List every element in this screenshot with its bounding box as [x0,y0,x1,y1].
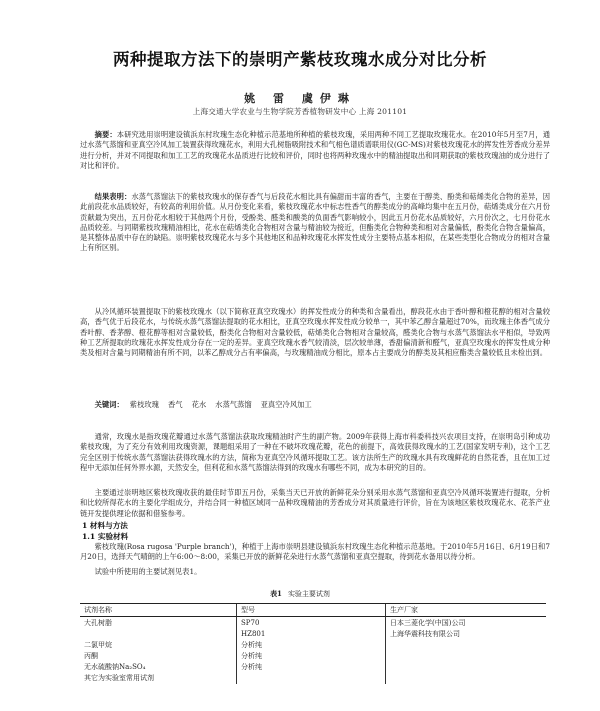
table-header-cell: 生产厂家 [386,604,547,617]
keywords [80,400,550,410]
intro-paragraph-2: 主要通过崇明地区紫枝玫瑰收获的最佳时节即五月份，采集当天已开放的新鲜花朵分别采用水蒸气蒸馏和亚真空冷风循环装置进行提取，分析和比较所得花水的主要化学组成分，并结合同一种植区域同一品种玫瑰精油的芳香成分对其质量进行评价，旨在为该地区紫枝玫瑰花水、花茶产业链开发提供理论依据和借鉴参考。 [80,488,550,518]
reagent-intro: 试验中所使用的主要试剂见表1。 [94,567,202,576]
table-cell: 分析纯 [237,639,386,650]
table-cell [386,672,547,684]
reagents-table [80,603,546,684]
table-cell: 日本三菱化学(中国)公司 [386,617,547,629]
keyword: 紫枝玫瑰 [129,400,159,409]
table-cell: 分析纯 [237,661,386,672]
abstract-text: 本研究选用崇明建设镇浜东村玫瑰生态化种植示范基地所种植的紫枝玫瑰，采用两种不同工艺提取玫瑰花水。在2010年5月至7月，通过水蒸气蒸馏和亚真空冷风加工装置获得玫瑰花水，利用大孔树脂吸附技术和气相色谱质谱联用仪(GC-MS)对紫枝玫瑰花水的挥发性芳香成分差异进行分析，并对不同提取和加工工艺的玫瑰花水品质进行比较和评价，同时也将两种玫瑰水中的精油提取出和同期获取的紫枝玫瑰油的成分进行了对比和评价。 [80,130,550,170]
results-text: 水蒸气蒸馏法下的紫枝玫瑰水的保存香气与后段花水相比具有偏甜而丰富的香气，主要在于醇类、酚类和萜烯类化合物的差异，因此前段花水品质较好，有较高的利用价值。从月份变化来看，紫枝玫瑰花水中标志性香气的醇类成分的高峰均集中在五月份，萜烯类成分在六月份贡献最为突出，五月份花水相较于其他两个月份，受酚类、醛类和酸类的负面香气影响较小，因此五月份花水品质较好，六月份次之，七月份花水品质较差。与同期紫枝玫瑰精油相比，花水在萜烯类化合物相对含量与精油较为接近，但酯类化合物种类和相对含量偏低，酚类化合物含量偏高，是其整体品质中存在的缺陷。崇明紫枝玫瑰花水与多个其他地区和品种玫瑰花水挥发性成分主要特点基本相似，在某些类型化合物成分的相对含量上有所区别。 [80,192,550,253]
table-cell: 大孔树脂 [84,618,112,627]
table-row [80,661,546,672]
table-title: 实验主要试剂 [287,590,330,598]
table-cell [386,650,547,661]
affiliation: 上海交通大学农业与生物学院芳香植物研发中心 上海 201101 [192,107,408,116]
table-row [80,628,546,639]
table-cell [80,628,237,639]
table-cell: HZ801 [237,628,386,639]
table-cell: 上海华震科技有限公司 [386,628,547,639]
keywords-label: 关键词： [94,400,124,409]
table-row [80,639,546,650]
table-cell: SP70 [237,617,386,629]
table-label: 表1 [270,589,282,598]
table-header-cell: 型号 [237,604,386,617]
table-row [80,672,546,684]
table-caption [0,589,600,599]
intro-paragraph-1: 通常，玫瑰水是指玫瑰花瓣通过水蒸气蒸馏法获取玫瑰精油时产生的副产物。2009年获得上海市科委科技兴农项目支持，在崇明岛引种成功紫枝玫瑰，为了充分有效利用玫瑰资源，课题组采用了一种在不破坏玫瑰花瓣，花色的前提下，高效获得玫瑰水的工艺(国家发明专利)，这个工艺完全区别于传统水蒸气蒸馏法获得玫瑰水的方法，简称为亚真空冷风循环提取工艺。该方法所生产的玫瑰水具有玫瑰鲜花的自然花香，且在加工过程中无添加任何外界水源，天然安全，但利花和水蒸气蒸馏法得到的玫瑰水有哪些不同，成为本研究的目的。 [80,432,550,472]
keyword: 亚真空冷风加工 [260,400,312,409]
table-header-cell: 试剂名称 [80,604,237,617]
section-heading-1-1: 1.1 实验材料 [82,532,129,541]
materials-paragraph: 紫枝玫瑰(Rosa rugosa 'Purple branch')，种植于上海市崇明县建设镇浜东村玫瑰生态化种植示范基地。于2010年5月16日、6月19日和7月20日，选择天气晴朗的上午6:00～8:00，采集已开放的新鲜花朵进行水蒸气蒸馏和亚真空提取，待到花水备用以待分析。 [80,542,550,562]
table-cell: 无水硫酸钠Na₂SO₄ [84,662,146,671]
table-cell [386,661,547,672]
keyword: 花水 [191,400,207,409]
keyword: 香气 [167,400,183,409]
table-cell: 其它为实验室常用试剂 [84,674,154,682]
table-row [80,617,546,629]
table-cell: 分析纯 [237,650,386,661]
paper-title: 两种提取方法下的崇明产紫枝玫瑰水成分对比分析 [113,50,487,69]
table-cell [386,639,547,650]
results-paragraph-2: 从冷风循环装置提取下的紫枝玫瑰水（以下简称亚真空玫瑰水）的挥发性成分的种类和含量看出，醇段花水由于香叶醇和橙花醇的相对含量较高，香气优于后段花水，与传统水蒸气蒸馏法提取的花水相比，亚真空玫瑰水挥发性成分较单一，其中苯乙醇含量超过70%，而玫瑰主体香气成分香叶醇、香茅醇、橙花醇等相对含量较低，酚类化合物相对含量较低，萜烯类化合物相对含量较高，醛类化合物与水蒸气蒸馏法水平相似，导致两种工艺所提取的玫瑰花水挥发性成分存在一定的差异。亚真空玫瑰水香气较清淡，层次较单薄，香甜偏清新和醛气，亚真空玫瑰水的挥发性成分种类及相对含量与同期精油有所不同，以苯乙醇成分占有率偏高，与玫瑰精油成分相比，原本占主要成分的醇类及其相应酯类含量较低且未检出到。 [80,307,550,358]
results-paragraph [80,192,550,254]
results-label: 结果表明： [94,192,132,201]
table-header-row [80,604,546,617]
abstract [80,130,550,171]
table-cell [237,672,386,684]
section-heading-1: 1 材料与方法 [82,521,128,530]
table-cell: 二氯甲烷 [84,640,112,649]
authors: 姚 雷 虞伊琳 [244,92,356,105]
table-row [80,650,546,661]
keyword: 水蒸气蒸馏 [215,400,252,409]
abstract-label: 摘要： [94,130,117,139]
table-cell: 丙酮 [84,651,98,660]
